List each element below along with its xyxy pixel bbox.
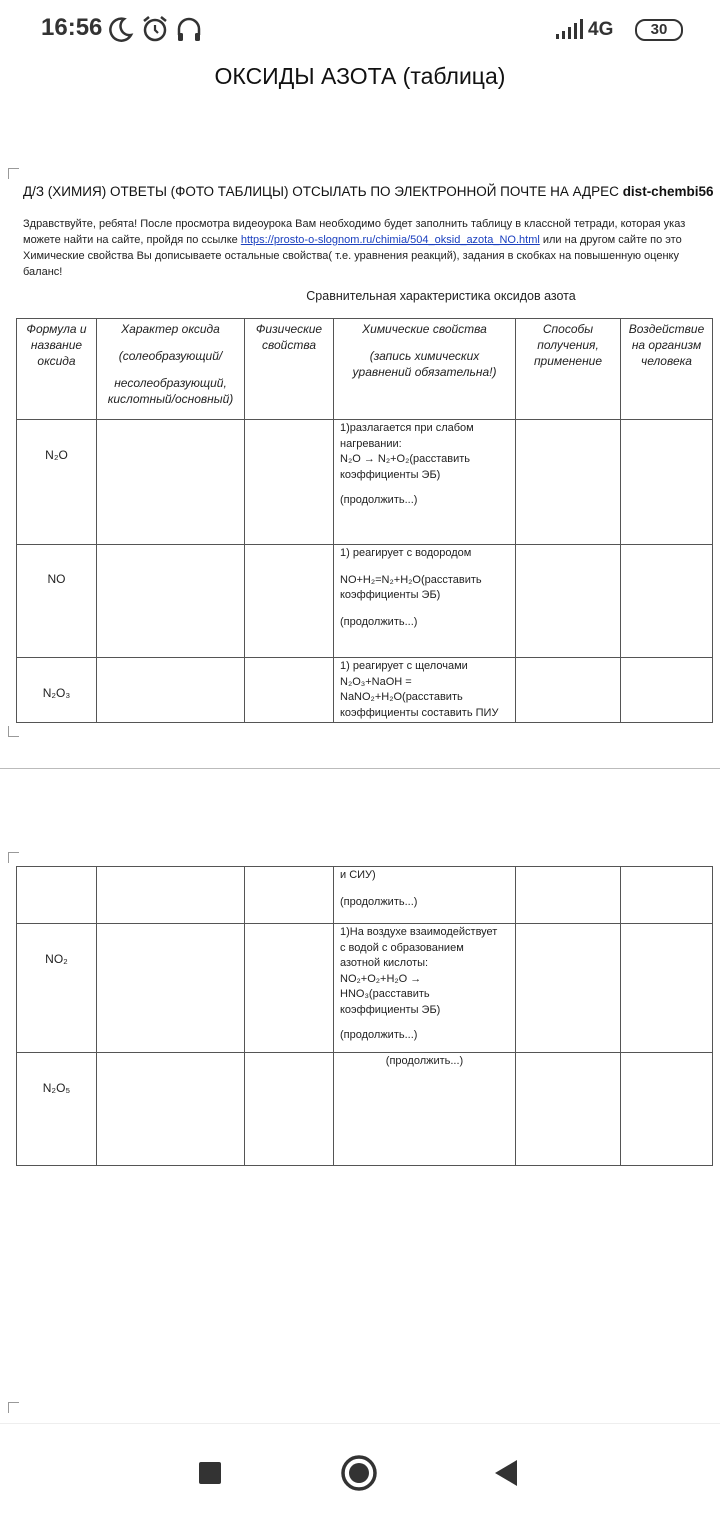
document-heading: [23, 184, 713, 199]
page-corner-mark: [8, 1402, 19, 1413]
chem-line: и СИУ): [340, 869, 376, 881]
formula-text: N₂O₅: [42, 1081, 71, 1095]
cell-character: [97, 420, 245, 545]
chem-line: нагревании:: [340, 437, 402, 450]
header-physical: [245, 319, 334, 420]
header-line: кислотный/основный): [107, 392, 234, 406]
cell-methods: [516, 658, 621, 723]
header-line: название: [30, 338, 83, 352]
header-line: Способы: [542, 322, 594, 336]
cell-methods: [516, 1053, 621, 1166]
table-row: [17, 658, 713, 723]
table-row: [17, 1053, 713, 1166]
cell-impact: [621, 1053, 713, 1166]
formula-text: NO₂: [45, 952, 68, 966]
cell-chemical: [334, 545, 516, 658]
chem-line: (продолжить...): [385, 1055, 464, 1067]
header-line: Воздействие: [628, 322, 705, 336]
back-button[interactable]: [494, 1459, 518, 1487]
network-type: 4G: [588, 19, 614, 40]
header-line: применение: [533, 354, 603, 368]
header-line: оксида: [37, 354, 76, 368]
header-line: несолеобразующий,: [114, 376, 227, 390]
table-header-row: [17, 319, 713, 420]
page-corner-mark: [8, 168, 19, 179]
intro-line: [23, 232, 720, 248]
intro-fragment: или на другом сайте по это: [539, 234, 682, 246]
cell-formula: [17, 924, 97, 1053]
chem-line: NaNO₂+H₂O(расставить: [340, 691, 463, 703]
oxides-table-part1: [16, 318, 713, 723]
cell-impact: [621, 658, 713, 723]
chem-line: 1) реагирует с щелочами: [340, 660, 468, 672]
cell-impact: [621, 867, 713, 924]
document-link[interactable]: https://prosto-o-slognom.ru/chimia/504_oksid_azota_NO.html: [240, 234, 540, 246]
cell-physical: [245, 658, 334, 723]
header-character: [97, 319, 245, 420]
cell-impact: [621, 545, 713, 658]
recents-button[interactable]: [198, 1461, 222, 1485]
table-row: [17, 545, 713, 658]
cell-impact: [621, 924, 713, 1053]
header-line: Характер оксида: [121, 322, 220, 336]
chem-line: 1) реагирует с водородом: [340, 547, 472, 559]
email-text: dist-chembi56: [622, 184, 714, 199]
chem-line: N₂O₃+NaOH =: [340, 675, 412, 688]
cell-physical: [245, 1053, 334, 1166]
cell-character: [97, 1053, 245, 1166]
page-break: [0, 768, 720, 769]
formula-text: N₂O₃: [42, 686, 71, 700]
cell-physical: [245, 420, 334, 545]
home-button[interactable]: [341, 1455, 377, 1491]
heading-text: Д/З (ХИМИЯ) ОТВЕТЫ (ФОТО ТАБЛИЦЫ) ОТСЫЛАТЬ ПО ЭЛЕКТРОННОЙ ПОЧТЕ НА АДРЕС: [23, 184, 623, 199]
cell-physical: [245, 924, 334, 1053]
intro-text: [23, 216, 720, 280]
chem-line: коэффициенты составить ПИУ: [340, 706, 499, 719]
intro-fragment: можете найти на сайте, пройдя по ссылке: [23, 234, 241, 246]
intro-line: Здравствуйте, ребята! После просмотра видеоурока Вам необходимо будет заполнить таблицу в классной тетради, которая указ: [23, 218, 686, 230]
cell-formula: [17, 420, 97, 545]
header-line: (запись химических: [369, 349, 480, 363]
header-line: Физические: [255, 322, 323, 336]
oxides-table-part2: [16, 866, 713, 1166]
cell-formula: [17, 658, 97, 723]
table-caption: Сравнительная характеристика оксидов азота: [306, 289, 576, 303]
chem-line: (продолжить...): [340, 615, 418, 628]
cell-chemical: [334, 420, 516, 545]
chem-line: (продолжить...): [340, 895, 418, 908]
cell-chemical: [334, 924, 516, 1053]
headphones-icon: [176, 15, 202, 43]
header-formula: [17, 319, 97, 420]
chem-line: (продолжить...): [340, 494, 418, 506]
header-chemical: [334, 319, 516, 420]
chem-line: коэффициенты ЭБ): [340, 589, 441, 601]
status-bar: [0, 0, 720, 60]
signal-icon: [555, 19, 585, 39]
chem-line: NO₂+O₂+H₂O →: [340, 972, 422, 985]
navigation-bar: [0, 1423, 720, 1521]
chem-line: коэффициенты ЭБ): [340, 1003, 441, 1016]
cell-methods: [516, 545, 621, 658]
chem-line: (продолжить...): [340, 1029, 418, 1041]
header-line: Химические свойства: [362, 322, 487, 336]
cell-methods: [516, 867, 621, 924]
chem-line: с водой с образованием: [340, 941, 464, 954]
cell-formula: [17, 867, 97, 924]
table-row: [17, 867, 713, 924]
cell-formula: [17, 545, 97, 658]
chem-line: N₂O → N₂+O₂(расставить: [340, 453, 471, 465]
chem-line: NO+H₂=N₂+H₂O(расставить: [340, 573, 482, 586]
header-line: свойства: [261, 338, 317, 352]
chem-line: азотной кислоты:: [340, 957, 429, 969]
cell-methods: [516, 420, 621, 545]
table-row: [17, 420, 713, 545]
intro-line: Химические свойства Вы дописываете остальные свойства( т.е. уравнения реакций), задания в скобках на повышенную оценку: [23, 250, 679, 262]
header-line: Формула и: [26, 322, 87, 336]
intro-line: баланс!: [23, 266, 63, 278]
header-line: уравнений обязательна!): [352, 365, 497, 379]
cell-character: [97, 924, 245, 1053]
cell-character: [97, 545, 245, 658]
cell-character: [97, 658, 245, 723]
header-impact: [621, 319, 713, 420]
moon-icon: [108, 15, 134, 43]
chem-line: 1)На воздухе взаимодействует: [340, 926, 498, 938]
cell-impact: [621, 420, 713, 545]
cell-chemical: [334, 1053, 516, 1166]
cell-physical: [245, 867, 334, 924]
chem-line: 1)разлагается при слабом: [340, 422, 474, 434]
formula-text: N₂O: [45, 448, 68, 462]
alarm-icon: [141, 15, 169, 43]
header-line: на организм: [631, 338, 702, 352]
page-corner-mark: [8, 852, 19, 863]
cell-chemical: [334, 867, 516, 924]
header-line: человека: [641, 354, 692, 368]
cell-character: [97, 867, 245, 924]
status-time: 16:56: [41, 14, 103, 41]
header-methods: [516, 319, 621, 420]
cell-formula: [17, 1053, 97, 1166]
cell-methods: [516, 924, 621, 1053]
battery-indicator: 30: [635, 19, 683, 41]
header-line: получения,: [537, 338, 599, 352]
chem-line: коэффициенты ЭБ): [340, 468, 441, 481]
header-line: (солеобразующий/: [118, 349, 223, 363]
cell-chemical: [334, 658, 516, 723]
formula-text: NO: [47, 572, 66, 586]
page-corner-mark: [8, 726, 19, 737]
page-title: ОКСИДЫ АЗОТА (таблица): [214, 63, 506, 89]
table-row: [17, 924, 713, 1053]
cell-physical: [245, 545, 334, 658]
chem-line: HNO₃(расставить: [340, 988, 430, 1000]
